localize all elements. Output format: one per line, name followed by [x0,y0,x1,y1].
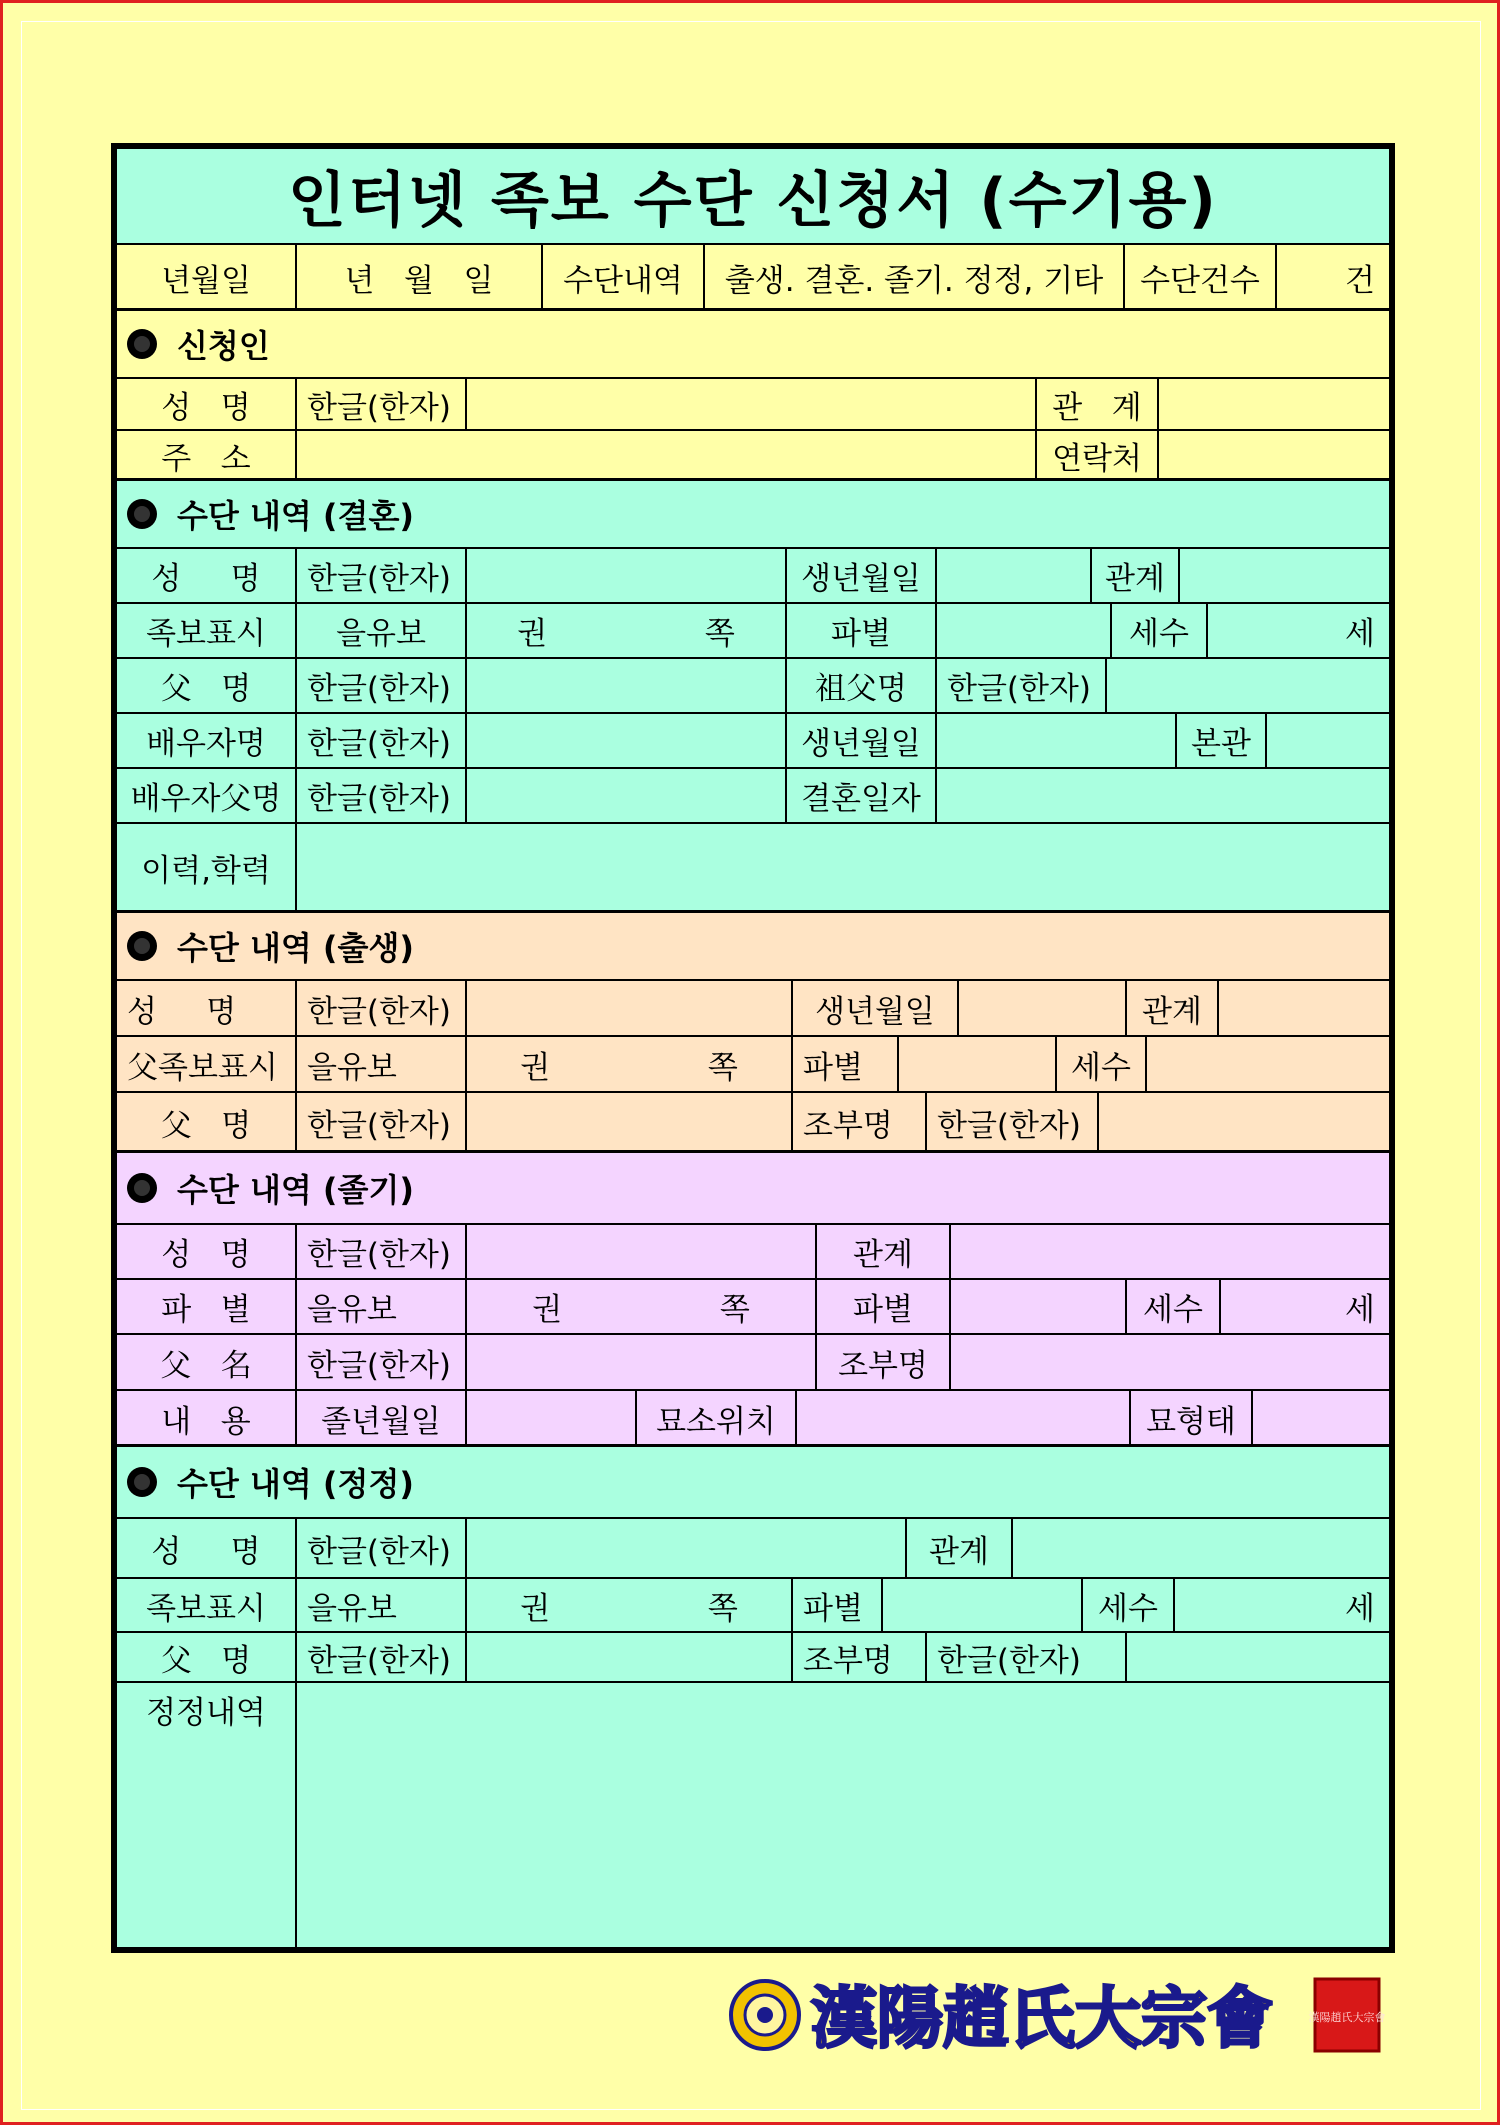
applicant-relation-field[interactable] [1158,378,1390,430]
death-pabyeol-field[interactable] [950,1279,1126,1334]
type-options[interactable]: 출생. 결혼. 졸기. 정정, 기타 [704,244,1124,310]
marriage-jokbo-label: 족보표시 [116,603,296,658]
bullet-icon [127,1173,157,1203]
marriage-father-hint: 한글(한자) [296,658,466,713]
marriage-spouse-label: 배우자명 [116,713,296,768]
marriage-name-field[interactable] [466,548,786,603]
marriage-gwon-jjok-field[interactable]: 권 쪽 [466,603,786,658]
birth-pabyeol-label: 파별 [792,1036,898,1092]
death-content-label: 내 용 [116,1390,296,1446]
correction-header [116,1446,1390,1518]
correction-pabyeol-field[interactable] [882,1578,1082,1632]
correction-father-label: 父 명 [116,1632,296,1682]
correction-sesu-field[interactable]: 세 [1174,1578,1390,1632]
birth-gwon-jjok-field[interactable]: 권 쪽 [466,1036,792,1092]
marriage-name-hint: 한글(한자) [296,548,466,603]
bullet-icon [127,931,157,961]
marriage-relation-label: 관계 [1091,548,1179,603]
birth-name-label: 성 명 [116,980,296,1036]
marriage-spouse-father-label: 배우자父명 [116,768,296,823]
count-field[interactable]: 건 [1276,244,1390,310]
death-sesu-field[interactable]: 세 [1220,1279,1390,1334]
birth-name-hint: 한글(한자) [296,980,466,1036]
correction-relation-field[interactable] [1012,1518,1390,1578]
logo-emblem-icon [725,1965,1385,2065]
marriage-spouse-birth-label: 생년월일 [786,713,936,768]
seal-text: 漢陽趙氏大宗會 [1308,2011,1385,2024]
correction-name-field[interactable] [466,1518,906,1578]
death-grave-type-label: 묘형태 [1130,1390,1252,1446]
death-relation-field[interactable] [950,1224,1390,1279]
death-grave-location-label: 묘소위치 [636,1390,796,1446]
marriage-father-field[interactable] [466,658,786,713]
marriage-eulyubo: 을유보 [296,603,466,658]
birth-relation-label: 관계 [1126,980,1218,1036]
correction-grandfather-hint: 한글(한자) [926,1632,1126,1682]
marriage-origin-field[interactable] [1266,713,1390,768]
birth-jokbo-label: 父족보표시 [116,1036,296,1092]
death-header [116,1152,1390,1224]
applicant-address-field[interactable] [296,430,1036,480]
form-title: 인터넷 족보 수단 신청서 (수기용) [116,148,1390,244]
applicant-header-text: 신청인 [177,327,270,365]
birth-name-field[interactable] [466,980,792,1036]
correction-grandfather-field[interactable] [1126,1632,1390,1682]
logo-text: 漢陽趙氏大宗會 [811,1979,1273,2057]
applicant-contact-field[interactable] [1158,430,1390,480]
death-sesu-label: 세수 [1126,1279,1220,1334]
correction-header-text: 수단 내역 (정정) [177,1465,415,1503]
marriage-relation-field[interactable] [1179,548,1390,603]
applicant-address-label: 주 소 [116,430,296,480]
marriage-father-label: 父 명 [116,658,296,713]
birth-birth-label: 생년월일 [792,980,958,1036]
correction-father-field[interactable] [466,1632,792,1682]
correction-sesu-label: 세수 [1082,1578,1174,1632]
death-father-hint: 한글(한자) [296,1334,466,1390]
marriage-spouse-birth-field[interactable] [936,713,1176,768]
correction-jokbo-label: 족보표시 [116,1578,296,1632]
birth-birth-field[interactable] [958,980,1126,1036]
correction-name-label: 성 명 [116,1518,296,1578]
death-header-text: 수단 내역 (졸기) [177,1171,415,1209]
marriage-spouse-hint: 한글(한자) [296,713,466,768]
birth-father-field[interactable] [466,1092,792,1152]
death-grandfather-field[interactable] [950,1334,1390,1390]
marriage-spouse-field[interactable] [466,713,786,768]
marriage-grandfather-field[interactable] [1106,658,1390,713]
death-name-hint: 한글(한자) [296,1224,466,1279]
marriage-sesu-label: 세수 [1111,603,1207,658]
correction-name-hint: 한글(한자) [296,1518,466,1578]
death-grandfather-label: 조부명 [816,1334,950,1390]
correction-eulyubo: 을유보 [296,1578,466,1632]
application-form [111,143,1395,1953]
organization-logo [725,1965,1385,2065]
marriage-date-field[interactable] [936,768,1390,823]
correction-grandfather-label: 조부명 [792,1632,926,1682]
correction-relation-label: 관계 [906,1518,1012,1578]
death-date-field[interactable] [466,1390,636,1446]
death-pabyeol-label: 파별 [816,1279,950,1334]
correction-pabyeol-label: 파별 [792,1578,882,1632]
birth-relation-field[interactable] [1218,980,1390,1036]
death-name-field[interactable] [466,1224,816,1279]
marriage-grandfather-label: 祖父명 [786,658,936,713]
applicant-contact-label: 연락처 [1036,430,1158,480]
applicant-relation-label: 관 계 [1036,378,1158,430]
death-grave-type-field[interactable] [1252,1390,1390,1446]
death-father-label: 父 名 [116,1334,296,1390]
birth-header [116,912,1390,980]
death-relation-label: 관계 [816,1224,950,1279]
marriage-birth-label: 생년월일 [786,548,936,603]
death-date-label: 졸년월일 [296,1390,466,1446]
bullet-icon [127,499,157,529]
type-label: 수단내역 [542,244,704,310]
applicant-name-field[interactable] [466,378,1036,430]
birth-sesu-field[interactable] [1146,1036,1390,1092]
birth-grandfather-hint: 한글(한자) [926,1092,1098,1152]
marriage-sesu-field[interactable]: 세 [1207,603,1390,658]
marriage-date-label: 결혼일자 [786,768,936,823]
marriage-name-label: 성 명 [116,548,296,603]
death-father-field[interactable] [466,1334,816,1390]
marriage-history-label: 이력,학력 [116,823,296,912]
applicant-name-label: 성 명 [116,378,296,430]
death-gwon-jjok-field[interactable]: 권 쪽 [466,1279,816,1334]
marriage-pabyeol-field[interactable] [936,603,1111,658]
death-name-label: 성 명 [116,1224,296,1279]
birth-grandfather-label: 조부명 [792,1092,926,1152]
marriage-pabyeol-label: 파별 [786,603,936,658]
bullet-icon [127,329,157,359]
birth-father-label: 父 명 [116,1092,296,1152]
correction-content-label: 정정내역 [116,1682,296,1948]
marriage-spouse-father-hint: 한글(한자) [296,768,466,823]
birth-grandfather-field[interactable] [1098,1092,1390,1152]
marriage-grandfather-hint: 한글(한자) [936,658,1106,713]
count-label: 수단건수 [1124,244,1276,310]
birth-pabyeol-field[interactable] [898,1036,1056,1092]
correction-content-field[interactable] [296,1682,1390,1948]
correction-gwon-jjok-field[interactable]: 권 쪽 [466,1578,792,1632]
bullet-icon [127,1467,157,1497]
applicant-header [116,310,1390,378]
date-label: 년월일 [116,244,296,310]
birth-eulyubo: 을유보 [296,1036,466,1092]
applicant-name-hint: 한글(한자) [296,378,466,430]
marriage-history-field[interactable] [296,823,1390,912]
date-field[interactable]: 년 월 일 [296,244,542,310]
death-eulyubo: 을유보 [296,1279,466,1334]
marriage-header-text: 수단 내역 (결혼) [177,497,415,535]
marriage-birth-field[interactable] [936,548,1091,603]
marriage-origin-label: 본관 [1176,713,1266,768]
death-grave-location-field[interactable] [796,1390,1130,1446]
marriage-spouse-father-field[interactable] [466,768,786,823]
death-pabyeol-row-label: 파 별 [116,1279,296,1334]
marriage-header [116,480,1390,548]
birth-father-hint: 한글(한자) [296,1092,466,1152]
birth-header-text: 수단 내역 (출생) [177,929,415,967]
birth-sesu-label: 세수 [1056,1036,1146,1092]
correction-father-hint: 한글(한자) [296,1632,466,1682]
